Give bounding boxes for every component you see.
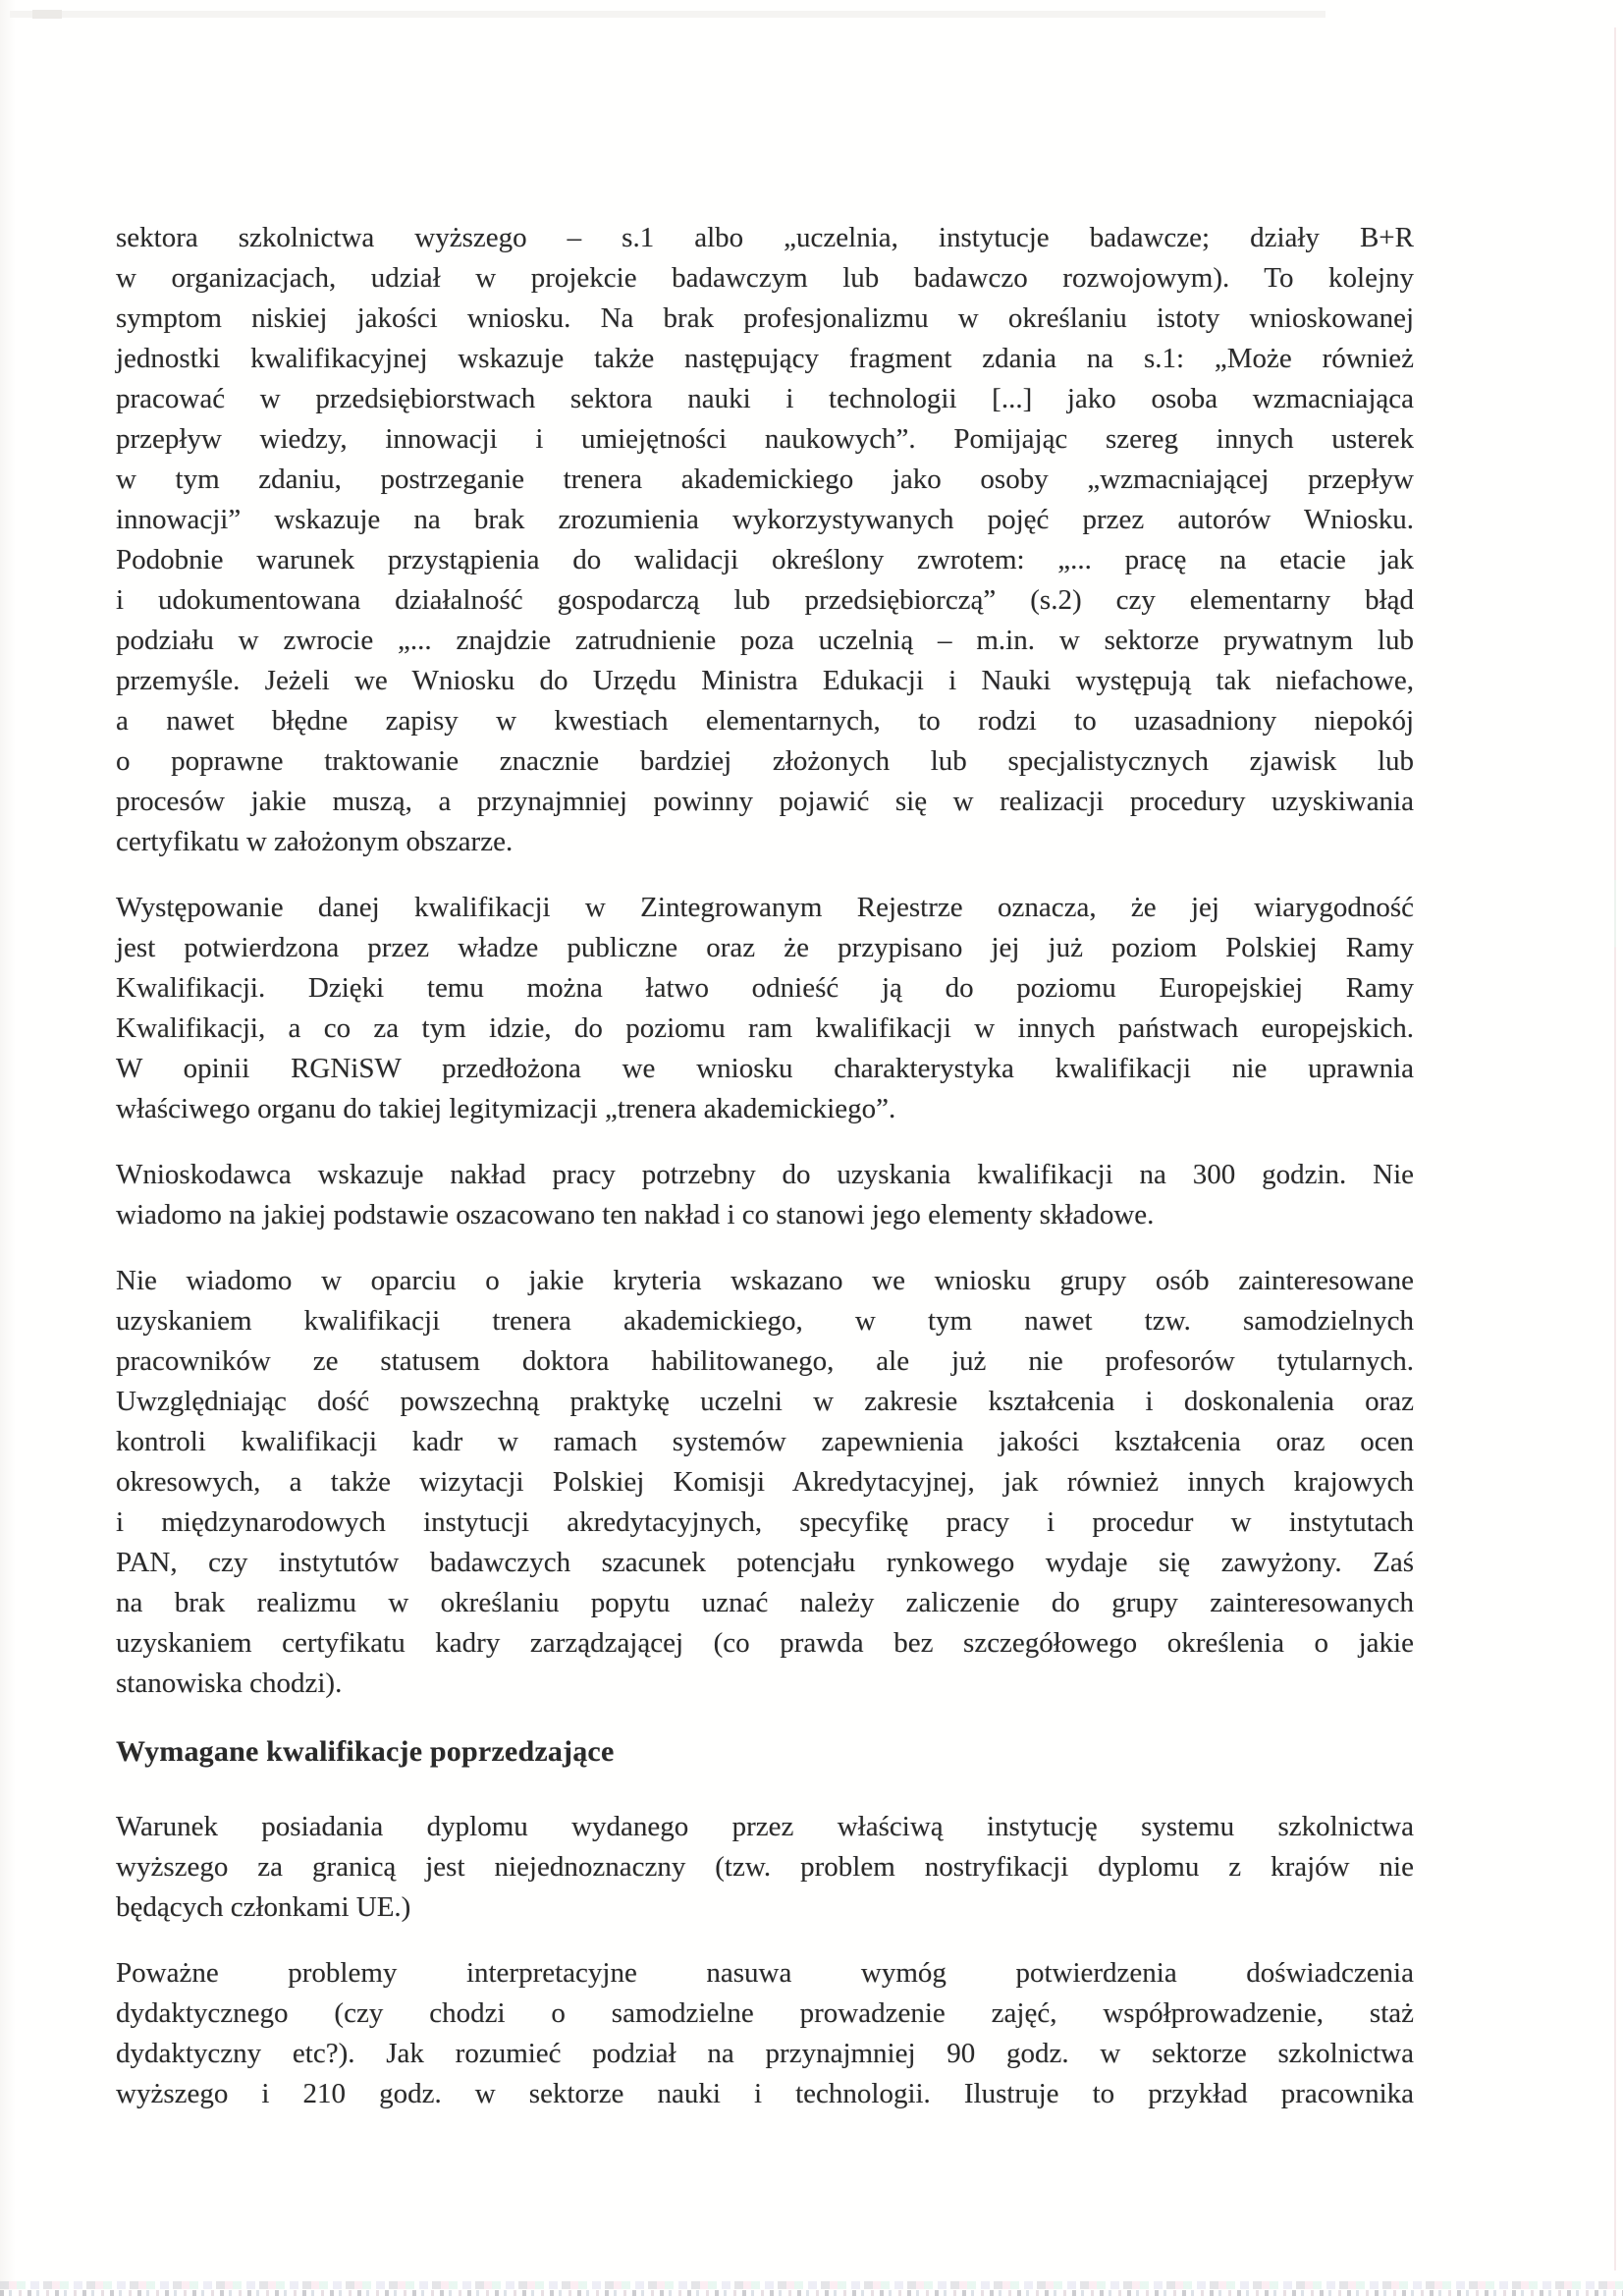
- text-line: okresowych, a także wizytacji Polskiej Komisji Akredytacyjnej, jak również innych krajowych: [116, 1466, 1414, 1498]
- scan-artifact-bottom-noise-row1: [0, 2281, 1623, 2289]
- text-line: PAN, czy instytutów badawczych szacunek potencjału rynkowego wydaje się zawyżony. Zaś: [116, 1547, 1414, 1578]
- text-line: procesów jakie muszą, a przynajmniej powinny pojawić się w realizacji procedury uzyskiwania: [116, 786, 1414, 817]
- paragraph: [116, 1953, 1414, 2114]
- scan-artifact-left-edge: [0, 0, 16, 2296]
- text-line: Podobnie warunek przystąpienia do walidacji określony zwrotem: „... pracę na etacie jak: [116, 544, 1414, 575]
- text-line: na brak realizmu w określaniu popytu uznać należy zaliczenie do grupy zainteresowanych: [116, 1587, 1414, 1618]
- text-line: przemyśle. Jeżeli we Wniosku do Urzędu Ministra Edukacji i Nauki występują tak niefachowe,: [116, 665, 1414, 696]
- scan-artifact-top-mark: [32, 10, 62, 19]
- text-line: podziału w zwrocie „... znajdzie zatrudnienie poza uczelnią – m.in. w sektorze prywatnym lub: [116, 625, 1414, 656]
- heading-line: Wymagane kwalifikacje poprzedzające: [116, 1735, 615, 1768]
- paragraph: [116, 1155, 1414, 1235]
- text-line: dydaktycznego (czy chodzi o samodzielne prowadzenie zajęć, współprowadzenie, staż: [116, 1997, 1414, 2029]
- text-line: w tym zdaniu, postrzeganie trenera akademickiego jako osoby „wzmacniającej przepływ: [116, 464, 1414, 495]
- scan-artifact-bottom-noise-row2: [0, 2290, 1623, 2296]
- text-line: jednostki kwalifikacyjnej wskazuje także następujący fragment zdania na s.1: „Może również: [116, 343, 1414, 374]
- text-line: Wnioskodawca wskazuje nakład pracy potrzebny do uzyskania kwalifikacji na 300 godzin. Nie: [116, 1159, 1414, 1190]
- text-line: Kwalifikacji, a co za tym idzie, do poziomu ram kwalifikacji w innych państwach europejskich.: [116, 1012, 1414, 1044]
- text-line: w organizacjach, udział w projekcie badawczym lub badawczo rozwojowym). To kolejny: [116, 262, 1414, 294]
- text-line: wyższego i 210 godz. w sektorze nauki i technologii. Ilustruje to przykład pracownika: [116, 2078, 1414, 2109]
- text-line: pracować w przedsiębiorstwach sektora nauki i technologii [...] jako osoba wzmacniająca: [116, 383, 1414, 414]
- text-line: innowacji” wskazuje na brak zrozumienia wykorzystywanych pojęć przez autorów Wniosku.: [116, 504, 1414, 535]
- text-line: przepływ wiedzy, innowacji i umiejętności naukowych”. Pomijając szereg innych usterek: [116, 423, 1414, 455]
- document-text: [116, 218, 1414, 2140]
- paragraph: [116, 1807, 1414, 1928]
- text-line: dydaktyczny etc?). Jak rozumieć podział na przynajmniej 90 godz. w sektorze szkolnictwa: [116, 2038, 1414, 2069]
- text-line: uzyskaniem certyfikatu kadry zarządzającej (co prawda bez szczegółowego określenia o jakie: [116, 1627, 1414, 1659]
- text-line: symptom niskiej jakości wniosku. Na brak profesjonalizmu w określaniu istoty wnioskowanej: [116, 302, 1414, 334]
- text-line: właściwego organu do takiej legitymizacji „trenera akademickiego”.: [116, 1093, 896, 1124]
- text-line: Warunek posiadania dyplomu wydanego przez właściwą instytucję systemu szkolnictwa: [116, 1811, 1414, 1842]
- text-line: certyfikatu w założonym obszarze.: [116, 826, 514, 857]
- paragraph: [116, 888, 1414, 1129]
- section-heading: [116, 1731, 1414, 1772]
- text-line: Występowanie danej kwalifikacji w Zintegrowanym Rejestrze oznacza, że jej wiarygodność: [116, 892, 1414, 923]
- text-line: W opinii RGNiSW przedłożona we wniosku charakterystyka kwalifikacji nie uprawnia: [116, 1053, 1414, 1084]
- text-line: uzyskaniem kwalifikacji trenera akademickiego, w tym nawet tzw. samodzielnych: [116, 1305, 1414, 1337]
- scan-artifact-right-line: [1614, 27, 1616, 2270]
- paragraph: [116, 218, 1414, 862]
- text-line: Poważne problemy interpretacyjne nasuwa wymóg potwierdzenia doświadczenia: [116, 1957, 1414, 1989]
- text-line: i udokumentowana działalność gospodarczą lub przedsiębiorczą” (s.2) czy elementarny błąd: [116, 584, 1414, 616]
- text-line: Uwzględniając dość powszechną praktykę uczelni w zakresie kształcenia i doskonalenia oraz: [116, 1386, 1414, 1417]
- text-line: sektora szkolnictwa wyższego – s.1 albo „uczelnia, instytucje badawcze; działy B+R: [116, 222, 1414, 253]
- text-line: kontroli kwalifikacji kadr w ramach systemów zapewnienia jakości kształcenia oraz ocen: [116, 1426, 1414, 1457]
- text-line: pracowników ze statusem doktora habilitowanego, ale już nie profesorów tytularnych.: [116, 1345, 1414, 1377]
- text-line: jest potwierdzona przez władze publiczne oraz że przypisano jej już poziom Polskiej Ramy: [116, 932, 1414, 963]
- text-line: wyższego za granicą jest niejednoznaczny (tzw. problem nostryfikacji dyplomu z krajów nie: [116, 1851, 1414, 1883]
- text-line: wiadomo na jakiej podstawie oszacowano ten nakład i co stanowi jego elementy składowe.: [116, 1199, 1155, 1230]
- text-line: a nawet błędne zapisy w kwestiach elementarnych, to rodzi to uzasadniony niepokój: [116, 705, 1414, 737]
- text-line: będących członkami UE.): [116, 1891, 411, 1923]
- text-line: o poprawne traktowanie znacznie bardziej złożonych lub specjalistycznych zjawisk lub: [116, 745, 1414, 777]
- paragraph: [116, 1261, 1414, 1704]
- text-line: stanowiska chodzi).: [116, 1667, 343, 1699]
- text-line: Kwalifikacji. Dzięki temu można łatwo odnieść ją do poziomu Europejskiej Ramy: [116, 972, 1414, 1004]
- text-line: Nie wiadomo w oparciu o jakie kryteria wskazano we wniosku grupy osób zainteresowane: [116, 1265, 1414, 1296]
- scan-artifact-top-band: [10, 11, 1325, 18]
- text-line: i międzynarodowych instytucji akredytacyjnych, specyfikę pracy i procedur w instytutach: [116, 1506, 1414, 1538]
